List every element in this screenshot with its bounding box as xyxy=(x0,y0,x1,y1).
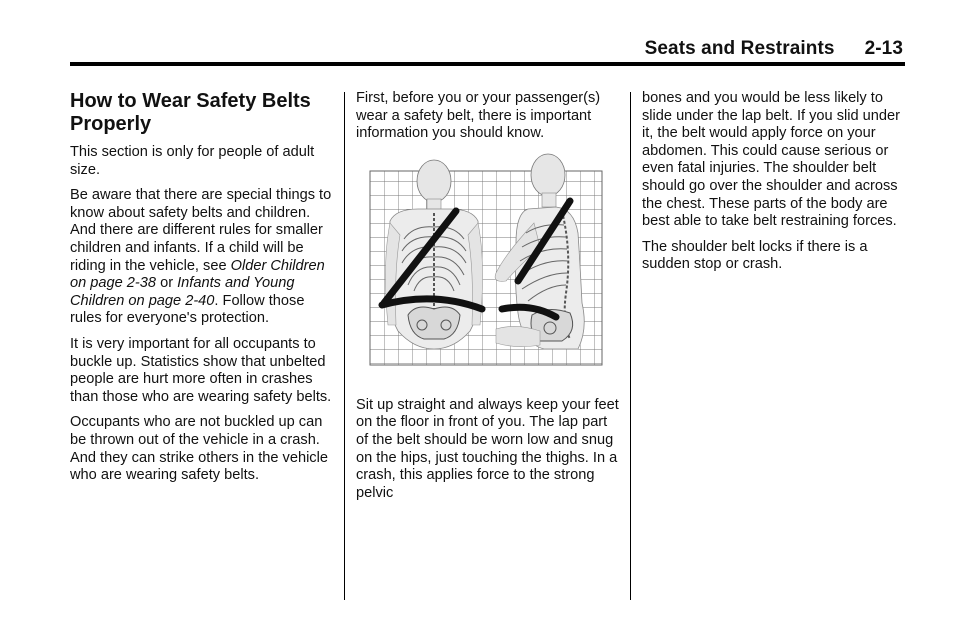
paragraph-text: . Follow those rules for everyone's protection. xyxy=(70,292,305,327)
column-divider xyxy=(344,92,345,600)
cross-reference-link[interactable]: Older Children on page 2-38 xyxy=(70,257,325,292)
paragraph xyxy=(70,187,332,328)
column-divider xyxy=(630,92,631,600)
paragraph-text: or xyxy=(156,275,178,292)
header-text xyxy=(645,38,903,60)
page-number: 2-13 xyxy=(864,38,903,59)
paragraph: bones and you would be less likely to slide under the lap belt. If you slid under it, the belt would apply force on your abdomen. This could cause serious or even fatal injuries. The shoulder belt should go over the shoulder and across the chest. These parts of the body are best able to take belt restraining forces. xyxy=(642,90,900,230)
paragraph: The shoulder belt locks if there is a sudden stop or crash. xyxy=(642,238,868,273)
column-1 xyxy=(70,90,332,493)
cross-reference-link[interactable]: Infants and Young Children on page 2-40 xyxy=(70,275,295,309)
column-2 xyxy=(356,90,621,510)
paragraph: Occupants who are not buckled up can be thrown out of the vehicle in a crash. And they can strike others in the vehicle who are wearing safety belts. xyxy=(70,414,328,484)
section-name: Seats and Restraints xyxy=(644,38,835,59)
header-rule xyxy=(70,62,905,66)
paragraph: Sit up straight and always keep your feet on the floor in front of you. The lap part of the belt should be worn low and snug on the hips, just touching the thighs. In a crash, this applies force to the strong pelvic xyxy=(356,396,619,501)
page-header xyxy=(70,36,905,64)
safety-belt-illustration xyxy=(356,153,621,385)
paragraph: It is very important for all occupants to buckle up. Statistics show that unbelted people are hurt more often in crashes than those who are wearing safety belts. xyxy=(70,335,332,405)
paragraph: First, before you or your passenger(s) wear a safety belt, there is important information you should know. xyxy=(356,90,601,142)
paragraph: This section is only for people of adult size. xyxy=(70,144,315,178)
paragraph-text: Be aware that there are special things to know about safety belts and children. And there are different rules for smaller children and infants. If a child will be riding in the vehicle, see xyxy=(70,187,332,274)
section-title: How to Wear Safety Belts Properly xyxy=(70,90,311,135)
column-3 xyxy=(642,90,907,282)
